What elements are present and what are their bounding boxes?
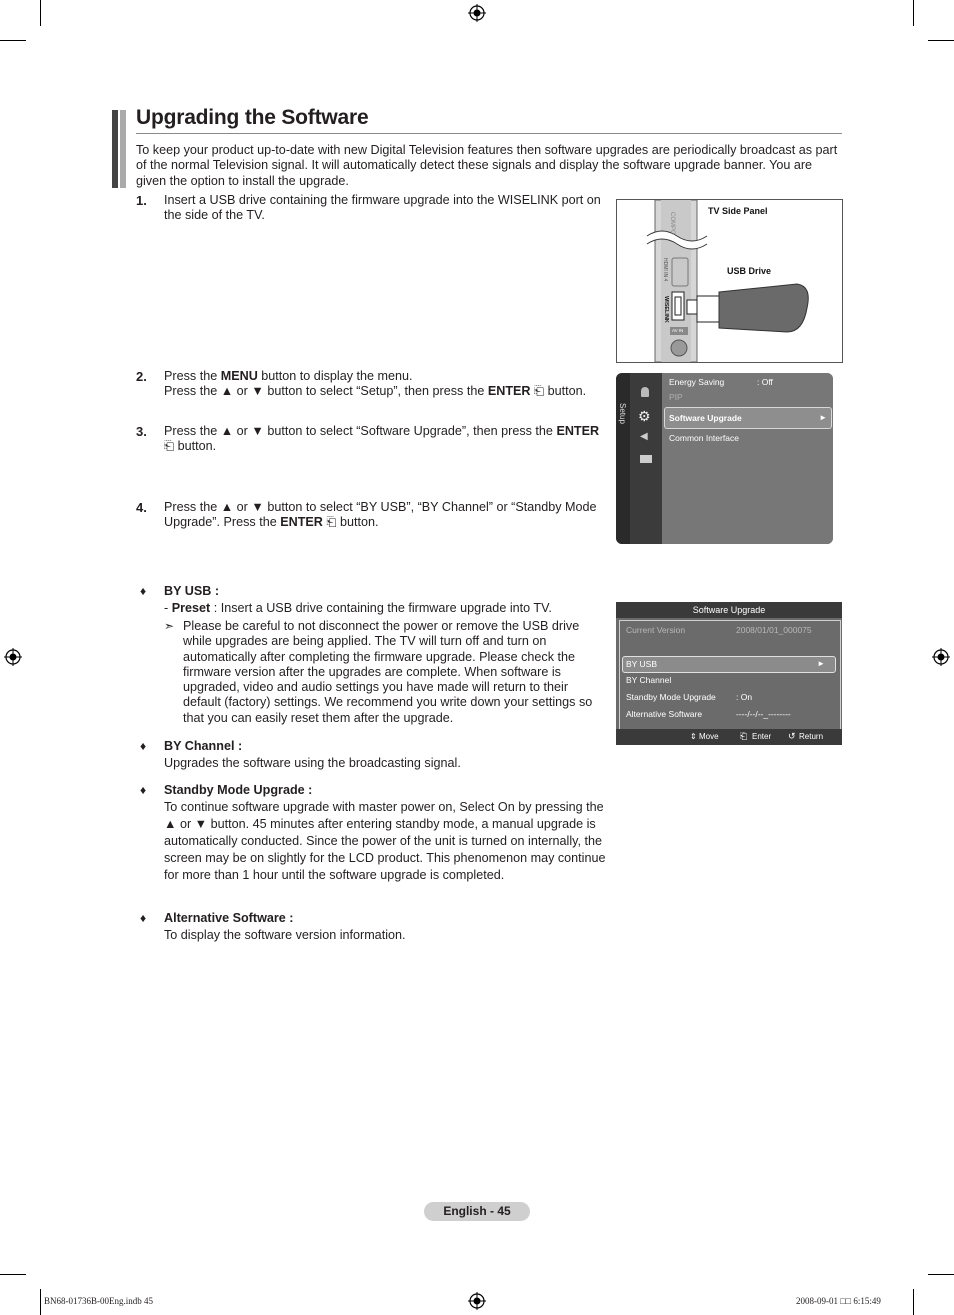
menu-icon-column bbox=[630, 373, 662, 544]
step-text: Insert a USB drive containing the firmware upgrade into the WISELINK port on the side of the TV. bbox=[164, 193, 601, 223]
crop-mark bbox=[40, 0, 41, 26]
option-by-usb[interactable]: BY USB ► bbox=[622, 656, 836, 673]
enter-icon: ⎗ bbox=[740, 731, 748, 741]
step-text: Press the MENU button to display the menu. Press the ▲ or ▼ button to select “Setup”, then press the ENTER ⎗ button. bbox=[164, 369, 587, 399]
usb-drive-label: USB Drive bbox=[727, 266, 772, 276]
diamond-bullet-icon: ♦ bbox=[140, 584, 147, 598]
registration-mark-icon bbox=[932, 648, 950, 666]
step-text: Press the ▲ or ▼ button to select “Software Upgrade”, then press the ENTER ⎗ button. bbox=[164, 424, 600, 454]
bullet-heading: Alternative Software : bbox=[164, 911, 294, 925]
crop-mark bbox=[913, 0, 914, 26]
return-hint: Return bbox=[799, 732, 824, 741]
heading-rule bbox=[136, 133, 842, 134]
port-label-wiselink: WISELINK bbox=[663, 296, 669, 323]
port-label-hdmi: HDMI IN 4 bbox=[662, 258, 668, 282]
print-footer-file: BN68-01736B-00Eng.indb 45 bbox=[44, 1296, 153, 1306]
crop-mark bbox=[40, 1289, 41, 1315]
note-text: Please be careful to not disconnect the power or remove the USB drive while upgrades are being applied. The TV will turn off and turn on automatically after completing the firmware upgrade. Please check the firmware version after the upgrades are complete. When software is upgraded, video and audio settings you have made will return to their default (factory) settings. We recommend you write down your settings so that you can easily reset them after the upgrade. bbox=[183, 619, 593, 725]
enter-icon: ⎗ bbox=[534, 384, 545, 399]
registration-mark-icon bbox=[4, 648, 22, 666]
registration-mark-icon bbox=[468, 4, 486, 22]
crop-mark bbox=[928, 40, 954, 41]
option-standby-mode-upgrade[interactable]: Standby Mode Upgrade bbox=[626, 692, 716, 702]
submenu-arrow-icon: ► bbox=[817, 659, 825, 668]
move-icon: ⇕ bbox=[690, 732, 697, 741]
bullet-text: To display the software version information. bbox=[164, 928, 406, 942]
menu-item-software-upgrade[interactable]: Software Upgrade ► bbox=[664, 407, 832, 429]
screen-footer bbox=[616, 729, 842, 745]
crop-mark bbox=[928, 1274, 954, 1275]
diamond-bullet-icon: ♦ bbox=[140, 739, 147, 753]
option-alternative-software[interactable]: Alternative Software bbox=[626, 709, 703, 719]
step-number: 3. bbox=[136, 424, 147, 439]
menu-item-common-interface[interactable]: Common Interface bbox=[669, 433, 739, 443]
return-icon: ↺ bbox=[788, 731, 796, 741]
page-number-badge: English - 45 bbox=[424, 1202, 530, 1221]
step-number: 4. bbox=[136, 500, 147, 515]
current-version-value: 2008/01/01_000075 bbox=[736, 625, 812, 635]
step-number: 2. bbox=[136, 369, 147, 384]
enter-icon: ⎗ bbox=[164, 439, 175, 454]
port-label-av: AV IN bbox=[672, 328, 684, 333]
port-label-top: COMPO bbox=[669, 212, 675, 235]
menu-side-label: Setup bbox=[618, 403, 627, 424]
submenu-arrow-icon: ► bbox=[819, 413, 827, 422]
crop-mark bbox=[0, 1274, 26, 1275]
crop-mark bbox=[0, 40, 26, 41]
setup-menu-screen bbox=[616, 373, 833, 544]
diamond-bullet-icon: ♦ bbox=[140, 783, 147, 797]
bullet-text: Upgrades the software using the broadcasting signal. bbox=[164, 756, 461, 770]
page-title: Upgrading the Software bbox=[136, 106, 369, 129]
intro-paragraph: To keep your product up-to-date with new Digital Television features then software upgrades are periodically broadcast as part of the normal Television signal. It will automatically detect these signals and display the software upgrade banner. You are given the option to install the upgrade. bbox=[136, 143, 838, 188]
current-version-label: Current Version bbox=[626, 625, 686, 635]
step-text: Press the ▲ or ▼ button to select “BY USB”, “BY Channel” or “Standby Mode Upgrade”. Press the ENTER ⎗ button. bbox=[164, 500, 597, 530]
software-upgrade-screen bbox=[616, 602, 842, 745]
tv-side-panel-figure bbox=[616, 199, 843, 363]
tv-side-panel-label: TV Side Panel bbox=[708, 206, 768, 216]
alternative-software-value: ----/--/--_-------- bbox=[736, 709, 791, 719]
crop-mark bbox=[913, 1289, 914, 1315]
bullet-heading: BY Channel : bbox=[164, 739, 243, 753]
registration-mark-icon bbox=[468, 1292, 486, 1310]
move-hint: Move bbox=[699, 732, 719, 741]
picture-icon bbox=[641, 387, 649, 397]
gear-icon: ⚙ bbox=[638, 408, 651, 424]
preset-line: - Preset : Insert a USB drive containing the firmware upgrade into TV. bbox=[164, 601, 552, 615]
menu-item-pip[interactable]: PIP bbox=[669, 392, 683, 402]
menu-side-strip bbox=[616, 373, 630, 544]
heading-accent-bar bbox=[112, 110, 126, 188]
option-by-channel[interactable]: BY Channel bbox=[626, 675, 672, 685]
enter-icon: ⎗ bbox=[326, 515, 337, 530]
screen-title: Software Upgrade bbox=[616, 602, 842, 618]
antenna-icon: ◀ bbox=[640, 431, 648, 442]
print-footer-timestamp: 2008-09-01 □□ 6:15:49 bbox=[796, 1296, 881, 1306]
diamond-bullet-icon: ♦ bbox=[140, 911, 147, 925]
tv-panel-illustration bbox=[617, 200, 842, 362]
standby-mode-value: : On bbox=[736, 692, 753, 702]
note-arrow-icon: ➣ bbox=[164, 619, 175, 633]
step-number: 1. bbox=[136, 193, 147, 208]
menu-item-energy-saving[interactable]: Energy Saving : Off bbox=[669, 377, 773, 387]
bullet-heading: BY USB : bbox=[164, 584, 220, 598]
bullet-text: To continue software upgrade with master power on, Select On by pressing the ▲ or ▼ button. 45 minutes after entering standby mode, a manual upgrade is automatically conducted. Since the power of the unit is turned on internally, the screen may be on slightly for the LCD product. This phenomenon may continue for more than 1 hour until the software upgrade is completed. bbox=[164, 800, 606, 882]
enter-hint: Enter bbox=[752, 732, 772, 741]
menu-panel bbox=[662, 373, 833, 544]
input-icon bbox=[640, 455, 652, 463]
bullet-heading: Standby Mode Upgrade : bbox=[164, 783, 313, 797]
